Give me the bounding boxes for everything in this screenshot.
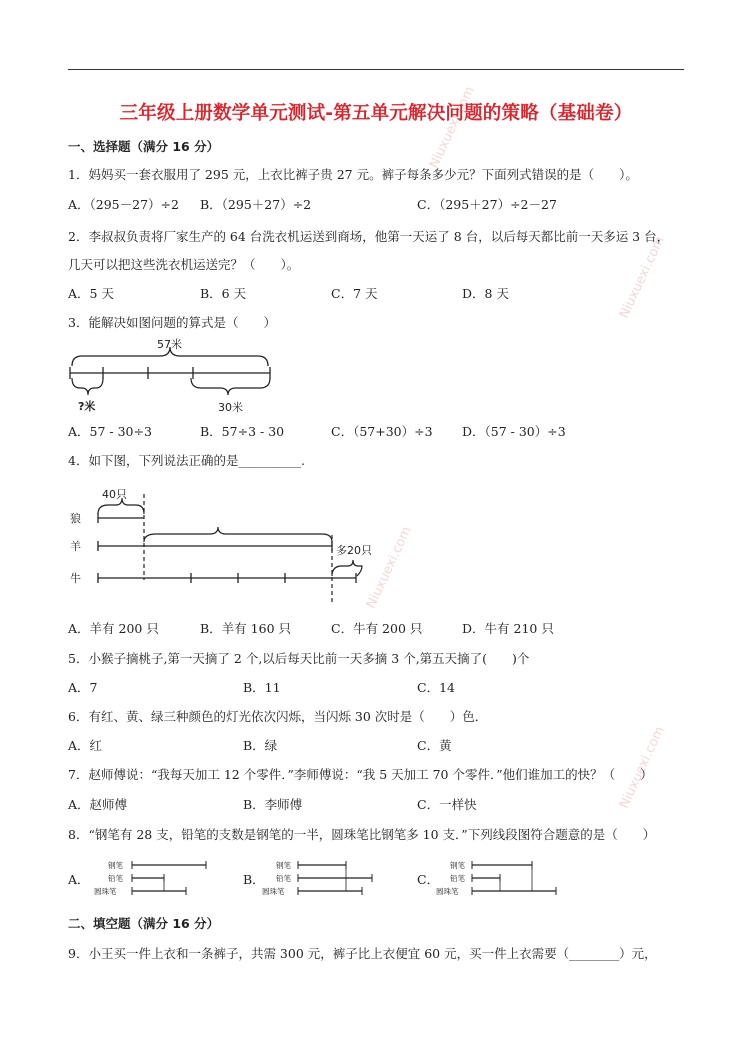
q8-diagram-c <box>436 855 561 900</box>
cow-extra-brace <box>332 560 362 576</box>
section-heading: 二、填空题（满分 16 分） <box>68 916 220 931</box>
section-heading: 一、选择题（满分 16 分） <box>68 139 220 154</box>
page-title: 三年级上册数学单元测试-第五单元解决问题的策略（基础卷） <box>119 103 633 124</box>
q6-option-b[interactable]: B．绿 <box>243 738 278 753</box>
diag-label-pen: 钢笔 <box>108 861 123 870</box>
q5-option-a[interactable]: A．7 <box>68 680 98 695</box>
question-1-stem: 1．妈妈买一套衣服用了 295 元，上衣比裤子贵 27 元。裤子每条多少元？下面列式错误的是（ ）。 <box>68 167 638 182</box>
watermark: Niuxuexi.com <box>363 524 415 611</box>
q5-option-c[interactable]: C．14 <box>417 680 455 695</box>
rest-brace <box>191 378 270 395</box>
diag-label-ball: 圆珠笔 <box>262 887 285 896</box>
question-5-stem: 5．小猴子摘桃子,第一天摘了 2 个,以后每天比前一天多摘 3 个,第五天摘了( )个 <box>68 651 530 666</box>
question-9-stem: 9．小王买一件上衣和一条裤子，共需 300 元，裤子比上衣便宜 60 元，买一件上衣需要（________）元， <box>68 946 657 961</box>
watermark: Niuxuexi.com <box>426 84 478 171</box>
q6-option-c[interactable]: C．黄 <box>417 738 452 753</box>
q8-option-b[interactable]: B． <box>243 872 265 887</box>
question-2-stem-cont: 几天可以把这些洗衣机运送完？（ ）。 <box>68 257 300 272</box>
total-label: 57米 <box>157 338 182 351</box>
q8-diagram-b <box>262 855 387 900</box>
q1-option-c[interactable]: C．（295＋27）÷2－27 <box>417 197 557 212</box>
header-rule <box>68 69 684 70</box>
sheep-brace <box>144 527 332 542</box>
watermark: Niuxuexi.com <box>616 234 668 321</box>
unknown-label: ?米 <box>78 400 96 413</box>
diag-label-pencil: 铅笔 <box>108 874 123 883</box>
q2-option-c[interactable]: C．7 天 <box>331 286 378 301</box>
q3-option-b[interactable]: B．57÷3 - 30 <box>200 424 285 439</box>
diag-label-pencil: 铅笔 <box>276 874 291 883</box>
q4-option-d[interactable]: D．牛有 210 只 <box>462 621 554 636</box>
q5-option-b[interactable]: B．11 <box>243 680 281 695</box>
q8-option-c[interactable]: C． <box>417 872 440 887</box>
q8-option-a[interactable]: A． <box>68 872 90 887</box>
row-label-cow: 牛 <box>70 572 81 585</box>
q2-option-d[interactable]: D．8 天 <box>462 286 509 301</box>
question-2-stem: 2．李叔叔负责将厂家生产的 64 台洗衣机运送到商场，他第一天运了 8 台，以后每天都比前一天多运 3 台， <box>68 229 670 244</box>
rest-label: 30米 <box>218 401 243 414</box>
row-label-wolf: 狼 <box>70 512 81 525</box>
q3-line-diagram <box>60 333 290 418</box>
q3-option-c[interactable]: C．（57+30）÷3 <box>331 424 433 439</box>
diag-label-pen: 钢笔 <box>276 861 291 870</box>
diag-label-pencil: 铅笔 <box>450 874 465 883</box>
diag-label-pen: 钢笔 <box>450 861 465 870</box>
q1-option-b[interactable]: B．（295＋27）÷2 <box>200 197 312 212</box>
q4-line-diagram <box>60 480 390 608</box>
diag-label-ball: 圆珠笔 <box>436 887 459 896</box>
question-8-stem: 8．“钢笔有 28 支，铅笔的支数是钢笔的一半，圆珠笔比钢笔多 10 支．”下列线段图符合题意的是（ ） <box>68 827 656 842</box>
q4-option-c[interactable]: C．牛有 200 只 <box>331 621 423 636</box>
q2-option-b[interactable]: B．6 天 <box>200 286 247 301</box>
q8-diagram-a <box>88 855 213 900</box>
q3-option-d[interactable]: D．（57 - 30）÷3 <box>462 424 566 439</box>
q6-option-a[interactable]: A．红 <box>68 738 103 753</box>
question-6-stem: 6．有红、黄、绿三种颜色的灯光依次闪烁，当闪烁 30 次时是（ ）色． <box>68 709 488 724</box>
q7-option-b[interactable]: B．李师傅 <box>243 797 303 812</box>
q2-option-a[interactable]: A．5 天 <box>68 286 114 301</box>
diag-label-ball: 圆珠笔 <box>94 887 117 896</box>
label-more-20: 多20只 <box>336 544 372 557</box>
label-40: 40只 <box>102 488 127 501</box>
q7-option-a[interactable]: A．赵师傅 <box>68 797 128 812</box>
question-7-stem: 7．赵师傅说：“我每天加工 12 个零件．”李师傅说：“我 5 天加工 70 个零件．”他们谁加工的快？（ ） <box>68 767 653 782</box>
question-3-stem: 3．能解决如图问题的算式是（ ） <box>68 315 276 330</box>
q7-option-c[interactable]: C．一样快 <box>417 797 477 812</box>
watermark: Niuxuexi.com <box>616 724 668 811</box>
question-4-stem: 4．如下图，下列说法正确的是__________. <box>68 453 305 468</box>
unknown-brace <box>72 378 103 395</box>
q1-option-a[interactable]: A．（295－27）÷2 <box>68 197 179 212</box>
q4-option-b[interactable]: B．羊有 160 只 <box>200 621 291 636</box>
row-label-sheep: 羊 <box>70 540 81 553</box>
q3-option-a[interactable]: A．57 - 30÷3 <box>68 424 152 439</box>
q4-option-a[interactable]: A．羊有 200 只 <box>68 621 159 636</box>
